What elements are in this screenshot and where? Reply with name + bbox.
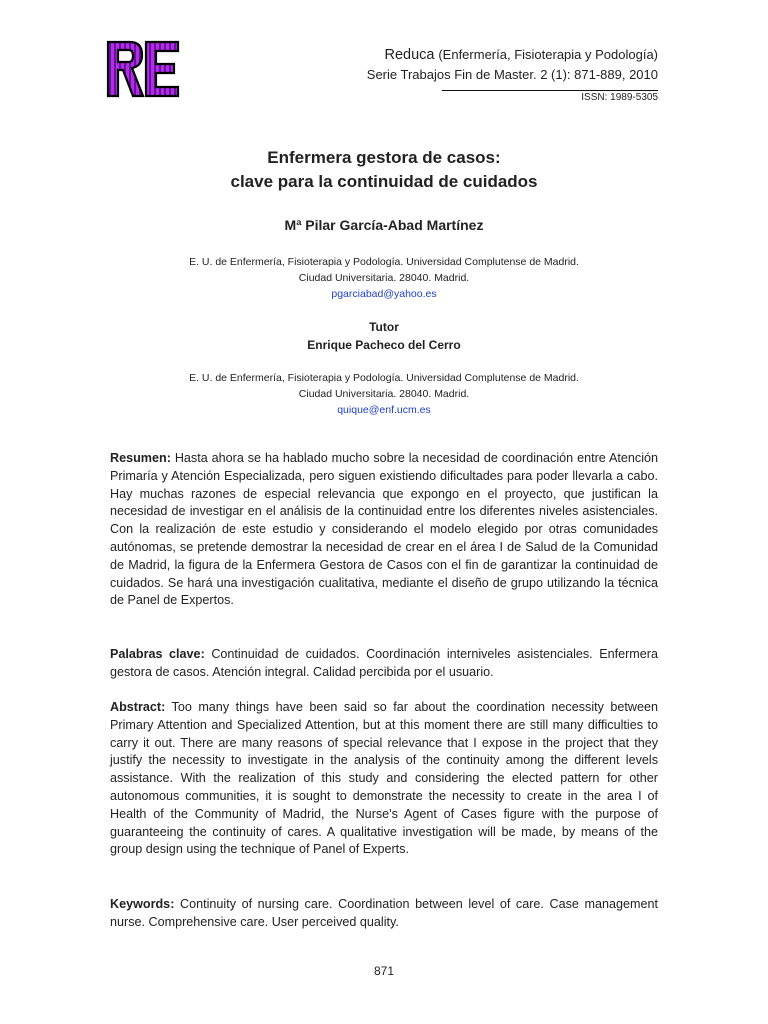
resumen-label: Resumen: bbox=[110, 451, 171, 465]
abstract-paragraph bbox=[110, 699, 658, 859]
abstract-text: Too many things have been said so far about the coordination necessity between Primary Attention and Specialized Attention, but at this moment there are still many difficulties to carry it out. There are many reasons of special relevance that I expose in the project that they justify the necessity to investigate in the analysis of the continuity among the different levels assistance. With the realization of this study and considering the elected pattern for other autonomous communities, it is sought to demonstrate the necessity to create in the area I of Health of the Community of Madrid, the Nurse's Agent of Cases figure with the purpose of guaranteeing the continuity of cares. A qualitative investigation will be made, by means of the group design using the technique of Panel of Experts. bbox=[110, 700, 658, 857]
tutor-affiliation-block bbox=[0, 370, 768, 418]
author-affiliation: E. U. de Enfermería, Fisioterapia y Podología. Universidad Complutense de Madrid. bbox=[189, 256, 579, 268]
author-address: Ciudad Universitaria. 28040. Madrid. bbox=[298, 272, 470, 284]
page-number: 871 bbox=[373, 964, 395, 978]
author-email-link[interactable]: pgarciabad@yahoo.es bbox=[331, 288, 437, 300]
author-affiliation-block bbox=[0, 254, 768, 302]
paper-title-line-2: clave para la continuidad de cuidados bbox=[230, 172, 538, 191]
palabras-clave-paragraph bbox=[110, 646, 658, 682]
paper-title-line-1: Enfermera gestora de casos: bbox=[267, 148, 501, 167]
journal-name: Reduca bbox=[384, 47, 435, 63]
palabras-clave-text: Continuidad de cuidados. Coordinación interniveles asistenciales. Enfermera gestora de casos. Atención integral. Calidad percibida por el usuario. bbox=[110, 647, 659, 679]
journal-issn: ISSN: 1989-5305 bbox=[442, 90, 658, 105]
tutor-label: Tutor bbox=[369, 320, 399, 334]
tutor-address: Ciudad Universitaria. 28040. Madrid. bbox=[298, 388, 470, 400]
journal-logo bbox=[106, 40, 180, 98]
abstract-label: Abstract: bbox=[110, 700, 166, 714]
tutor-block bbox=[0, 318, 768, 354]
resumen-paragraph bbox=[110, 450, 658, 610]
paper-title bbox=[0, 146, 768, 194]
tutor-email-link[interactable]: quique@enf.ucm.es bbox=[337, 404, 431, 416]
journal-title-line bbox=[367, 44, 658, 65]
tutor-affiliation: E. U. de Enfermería, Fisioterapia y Podología. Universidad Complutense de Madrid. bbox=[189, 372, 579, 384]
author-name: Mª Pilar García-Abad Martínez bbox=[284, 217, 484, 233]
keywords-text: Continuity of nursing care. Coordination between level of care. Case management nurse. Comprehensive care. User perceived quality. bbox=[110, 897, 658, 929]
journal-header bbox=[367, 44, 658, 105]
keywords-label: Keywords: bbox=[110, 897, 175, 911]
palabras-clave-label: Palabras clave: bbox=[110, 647, 205, 661]
resumen-text: Hasta ahora se ha hablado mucho sobre la necesidad de coordinación entre Atención Primaría y Atención Especializada, pero siguen existiendo dificultades para poder llevarla a cabo. Hay muchas razones de especial relevancia que expongo en el proyecto, que justifican la necesidad de investigar en el análisis de la continuidad entre los diferentes niveles asistenciales. Con la realización de este estudio y considerando el modelo elegido por otras comunidades autónomas, se pretende demostrar la necesidad de crear en el área I de Salud de la Comunidad de Madrid, la figura de la Enfermera Gestora de Casos con el fin de garantizar la continuidad de cuidados. Se hará una investigación cualitativa, mediante el diseño de grupo utilizando la técnica de Panel de Expertos. bbox=[110, 451, 659, 608]
journal-series: Serie Trabajos Fin de Master. 2 (1): 871-889, 2010 bbox=[366, 67, 658, 82]
journal-subtitle: (Enfermería, Fisioterapia y Podología) bbox=[438, 47, 658, 62]
keywords-paragraph bbox=[110, 896, 658, 932]
tutor-name: Enrique Pacheco del Cerro bbox=[307, 338, 461, 352]
